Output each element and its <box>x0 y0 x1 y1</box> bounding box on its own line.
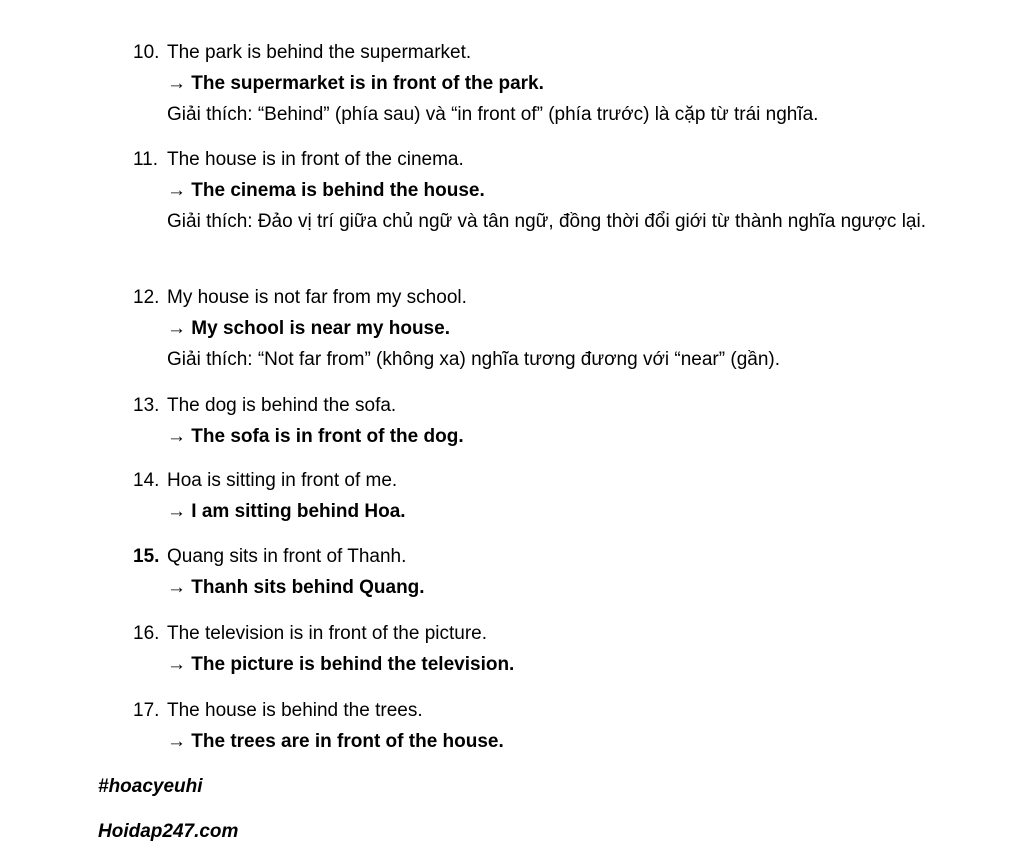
item-number: 13. <box>133 395 160 416</box>
item-number: 15. <box>133 546 160 567</box>
question-text: The house is behind the trees. <box>167 700 423 721</box>
exercise-item-11 <box>133 144 993 237</box>
exercise-item-16 <box>133 618 993 680</box>
question-line <box>133 390 993 421</box>
answer-text: → The cinema is behind the house. <box>167 180 485 201</box>
item-number: 10. <box>133 42 160 63</box>
question-line <box>133 465 993 496</box>
question-line <box>133 541 993 572</box>
question-text: The dog is behind the sofa. <box>167 395 397 416</box>
item-number: 16. <box>133 623 160 644</box>
exercise-item-13 <box>133 390 993 452</box>
question-text: The house is in front of the cinema. <box>167 149 464 170</box>
item-number: 11. <box>133 149 159 170</box>
question-text: My house is not far from my school. <box>167 287 467 308</box>
exercise-item-14 <box>133 465 993 527</box>
question-line <box>133 695 993 726</box>
answer-text: → The picture is behind the television. <box>167 654 515 675</box>
question-line <box>133 144 993 175</box>
question-line <box>133 37 993 68</box>
answer-text: → The supermarket is in front of the park. <box>167 73 544 94</box>
hashtag-text: #hoacyeuhi <box>98 776 203 797</box>
question-line <box>133 618 993 649</box>
answer-text: → My school is near my house. <box>167 318 450 339</box>
question-text: The television is in front of the picture. <box>167 623 487 644</box>
site-name: Hoidap247.com <box>98 821 239 842</box>
answer-text: → The sofa is in front of the dog. <box>167 426 464 447</box>
answer-text: → The trees are in front of the house. <box>167 731 504 752</box>
answer-text: → I am sitting behind Hoa. <box>167 501 406 522</box>
item-number: 12. <box>133 287 160 308</box>
exercise-item-12 <box>133 282 993 375</box>
explanation-text: Giải thích: “Not far from” (không xa) nghĩa tương đương với “near” (gần). <box>167 349 781 370</box>
explanation-text: Giải thích: Đảo vị trí giữa chủ ngữ và tân ngữ, đồng thời đổi giới từ thành nghĩa ngược lại. <box>167 211 926 232</box>
question-text: Hoa is sitting in front of me. <box>167 470 398 491</box>
question-text: Quang sits in front of Thanh. <box>167 546 407 567</box>
item-number: 14. <box>133 470 160 491</box>
answer-text: → Thanh sits behind Quang. <box>167 577 425 598</box>
item-number: 17. <box>133 700 160 721</box>
exercise-item-10 <box>133 37 993 130</box>
question-line <box>133 282 993 313</box>
question-text: The park is behind the supermarket. <box>167 42 472 63</box>
explanation-text: Giải thích: “Behind” (phía sau) và “in front of” (phía trước) là cặp từ trái nghĩa. <box>167 104 819 125</box>
exercise-item-17 <box>133 695 993 757</box>
exercise-item-15 <box>133 541 993 603</box>
